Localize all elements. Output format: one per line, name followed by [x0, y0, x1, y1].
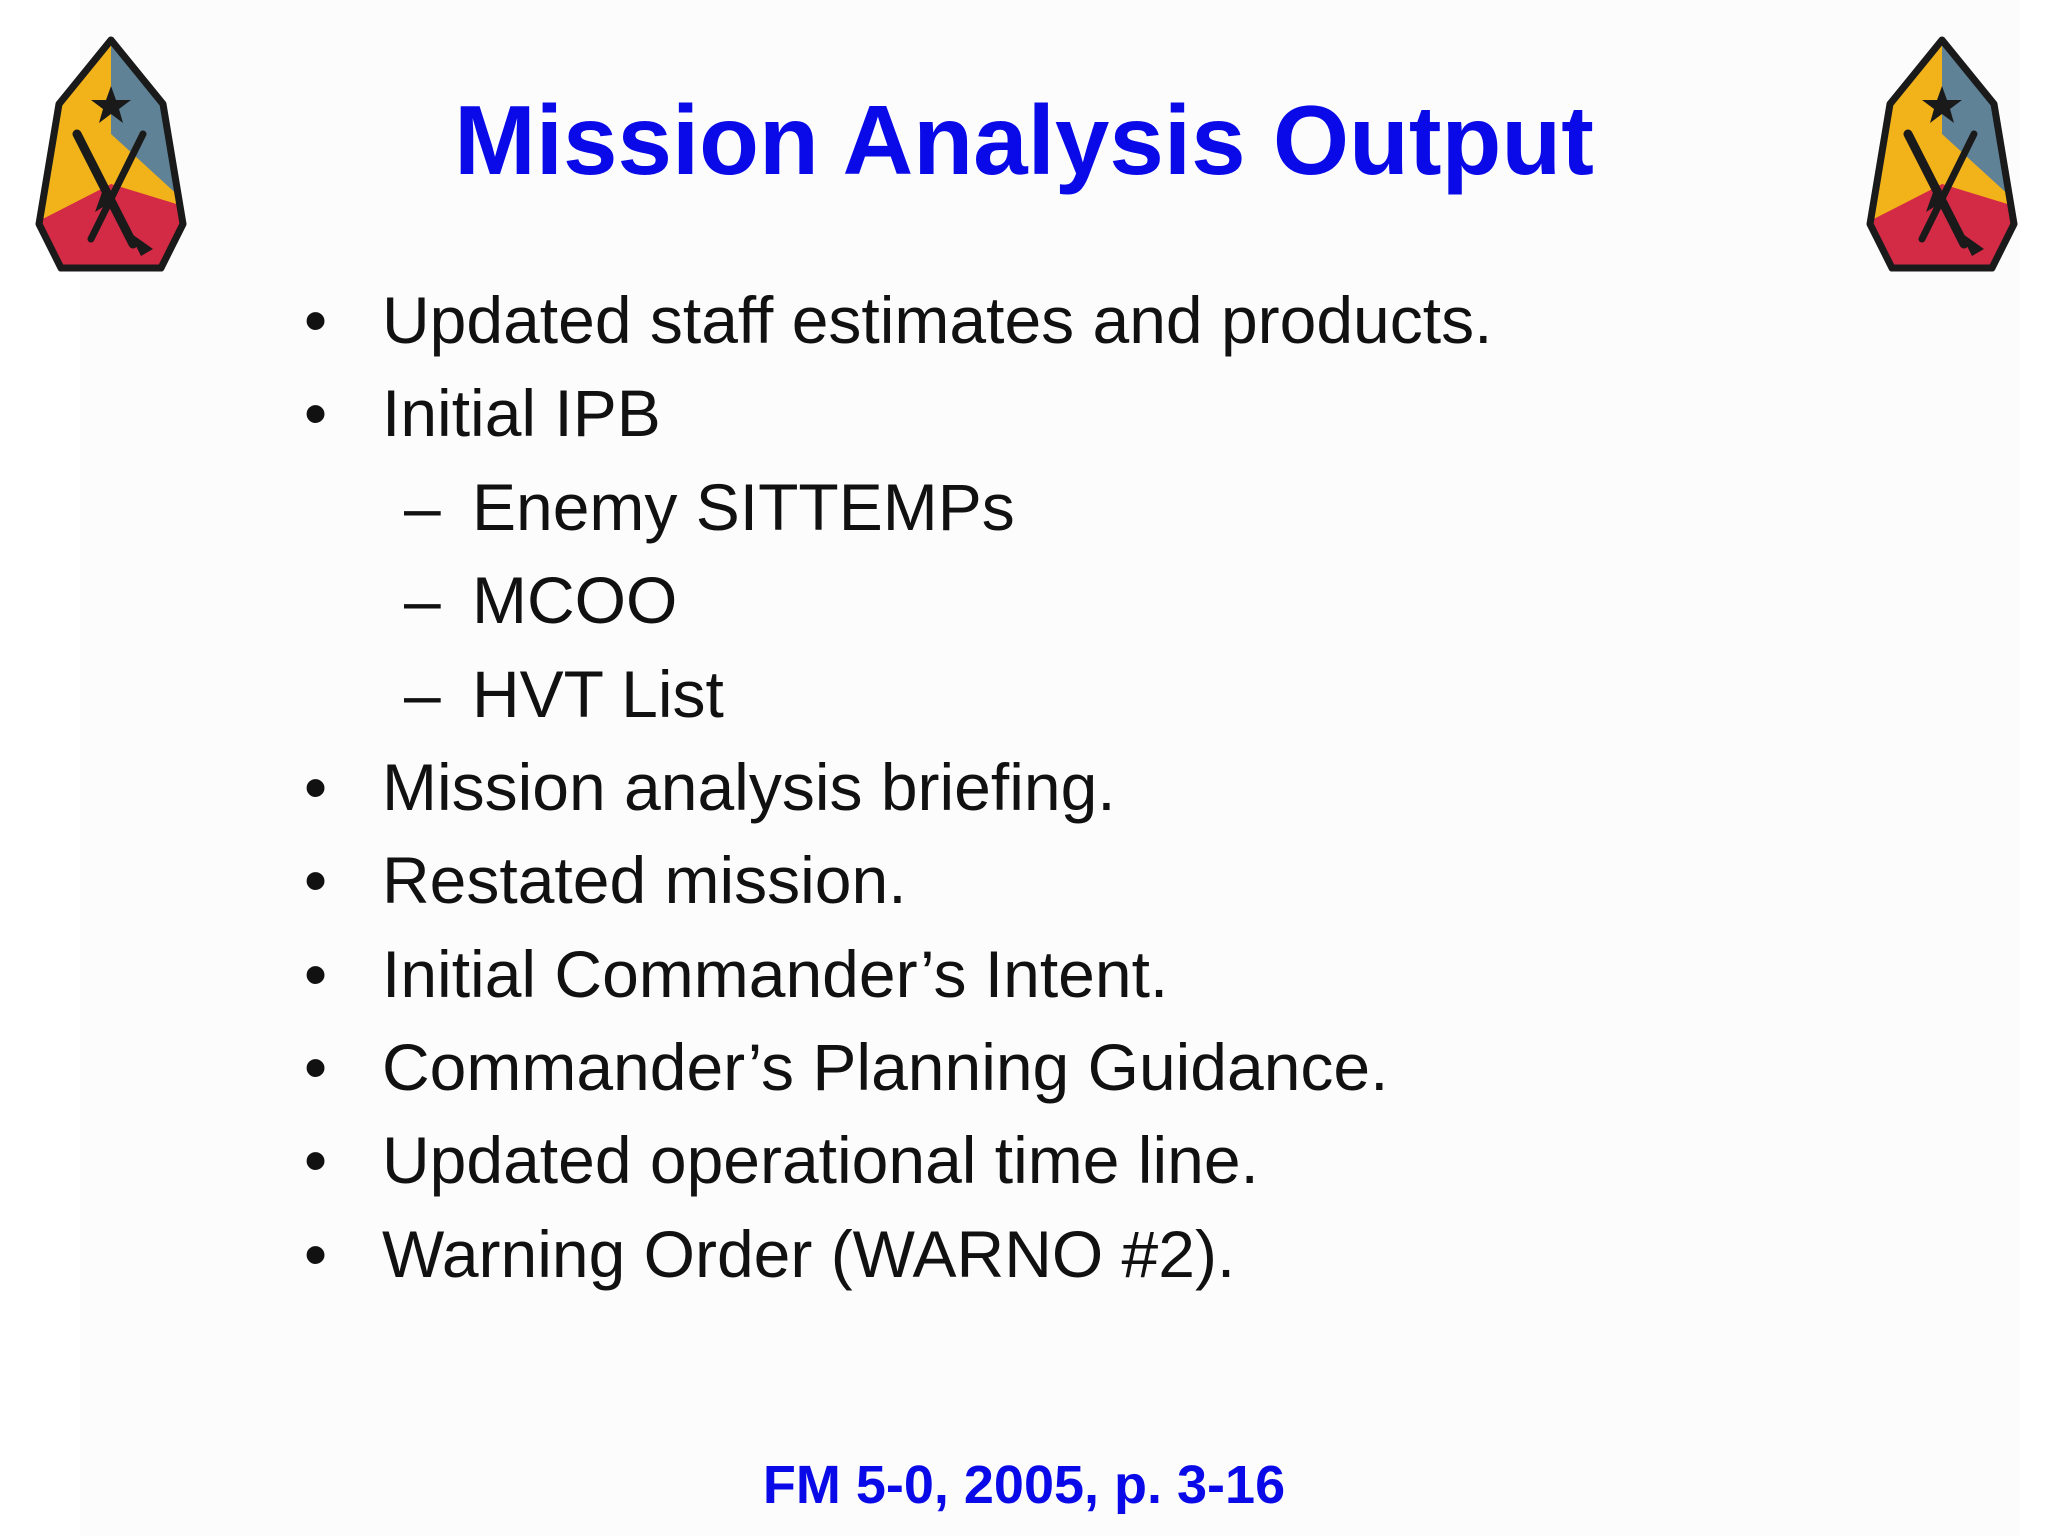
bullet-marker: • [304, 1123, 328, 1197]
bullet-text: Updated operational time line. [382, 1123, 1259, 1197]
slide-title: Mission Analysis Output [454, 85, 1594, 195]
bullet-text: Initial Commander’s Intent. [382, 937, 1169, 1011]
dash-marker: – [404, 657, 441, 731]
bullet-marker: • [304, 750, 328, 824]
bullet-text: Warning Order (WARNO #2). [382, 1217, 1236, 1291]
bullet-item [304, 747, 1116, 827]
bullet-item [304, 1120, 1259, 1200]
sub-bullet-item [404, 560, 678, 640]
sub-bullet-text: Enemy SITTEMPs [472, 470, 1015, 544]
bullet-marker: • [304, 1217, 328, 1291]
sub-bullet-item [404, 654, 724, 734]
bullet-text: Restated mission. [382, 843, 907, 917]
bullet-item [304, 1027, 1389, 1107]
sub-bullet-text: HVT List [472, 657, 724, 731]
sub-bullet-item [404, 467, 1015, 547]
bullet-marker: • [304, 1030, 328, 1104]
bullet-text: Commander’s Planning Guidance. [382, 1030, 1389, 1104]
bullet-marker: • [304, 376, 328, 450]
bullet-item [304, 373, 661, 453]
bullet-marker: • [304, 843, 328, 917]
bullet-text: Initial IPB [382, 376, 661, 450]
bullet-item [304, 840, 907, 920]
bullet-item [304, 280, 1493, 360]
bullet-text: Updated staff estimates and products. [382, 283, 1493, 357]
dash-marker: – [404, 470, 441, 544]
dash-marker: – [404, 563, 441, 637]
slide-footer-citation: FM 5-0, 2005, p. 3-16 [762, 1455, 1286, 1515]
bullet-item [304, 934, 1169, 1014]
bullet-marker: • [304, 283, 328, 357]
bullet-item [304, 1214, 1236, 1294]
bullet-text: Mission analysis briefing. [382, 750, 1116, 824]
bullet-marker: • [304, 937, 328, 1011]
sub-bullet-text: MCOO [472, 563, 678, 637]
